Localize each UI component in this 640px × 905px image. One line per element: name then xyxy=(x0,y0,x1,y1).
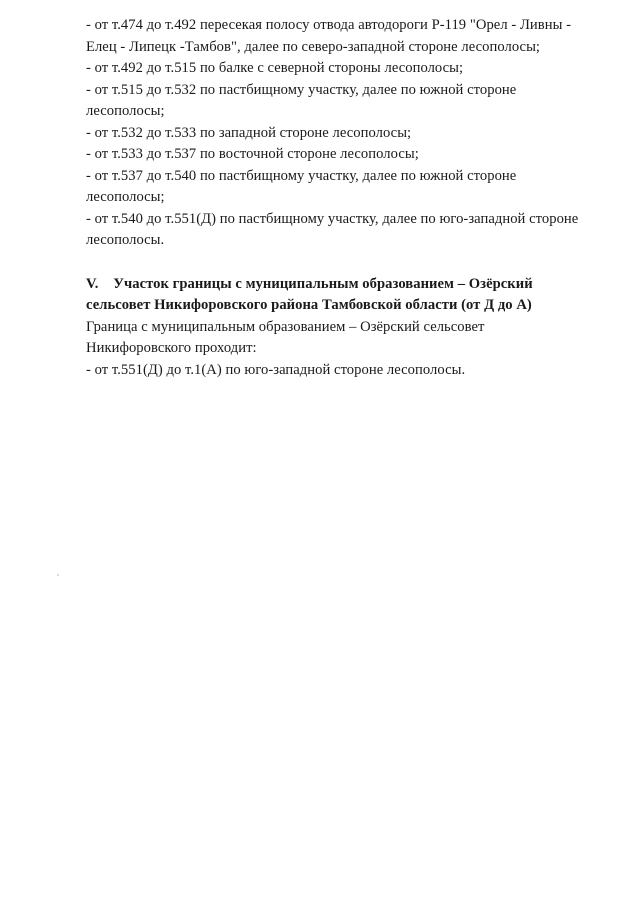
section-intro-continued: Никифоровского проходит: xyxy=(86,340,257,356)
document-body xyxy=(86,15,606,381)
section-segment-line: - от т.551(Д) до т.1(А) по юго-западной стороне лесополосы. xyxy=(86,361,466,378)
segment-line: - от т.515 до т.532 по пастбищному участку, далее по южной стороне xyxy=(86,81,517,98)
segment-line: Елец - Липецк -Тамбов", далее по северо-западной стороне лесополосы; xyxy=(86,38,541,55)
segment-line: лесополосы; xyxy=(86,103,165,119)
section-heading-continued: сельсовет Никифоровского района Тамбовской области (от Д до А) xyxy=(86,297,532,313)
segment-line: - от т.474 до т.492 пересекая полосу отвода автодороги Р-119 "Орел - Ливны - xyxy=(86,17,572,33)
section-intro: Граница с муниципальным образованием – Озёрский сельсовет xyxy=(86,318,485,335)
segment-line: - от т.532 до т.533 по западной стороне лесополосы; xyxy=(86,124,412,141)
segment-line: лесополосы; xyxy=(86,189,165,205)
segment-line: лесополосы. xyxy=(86,232,165,248)
segment-line: - от т.533 до т.537 по восточной стороне лесополосы; xyxy=(86,146,419,162)
section-spacer xyxy=(86,252,606,274)
segment-line: - от т.537 до т.540 по пастбищному участку, далее по южной стороне xyxy=(86,167,517,184)
scan-speck xyxy=(57,574,59,576)
segment-line: - от т.492 до т.515 по балке с северной стороны лесополосы; xyxy=(86,60,464,76)
segment-line: - от т.540 до т.551(Д) по пастбищному участку, далее по юго-западной стороне xyxy=(86,210,579,227)
section-heading: V. Участок границы с муниципальным образованием – Озёрский xyxy=(86,275,533,292)
